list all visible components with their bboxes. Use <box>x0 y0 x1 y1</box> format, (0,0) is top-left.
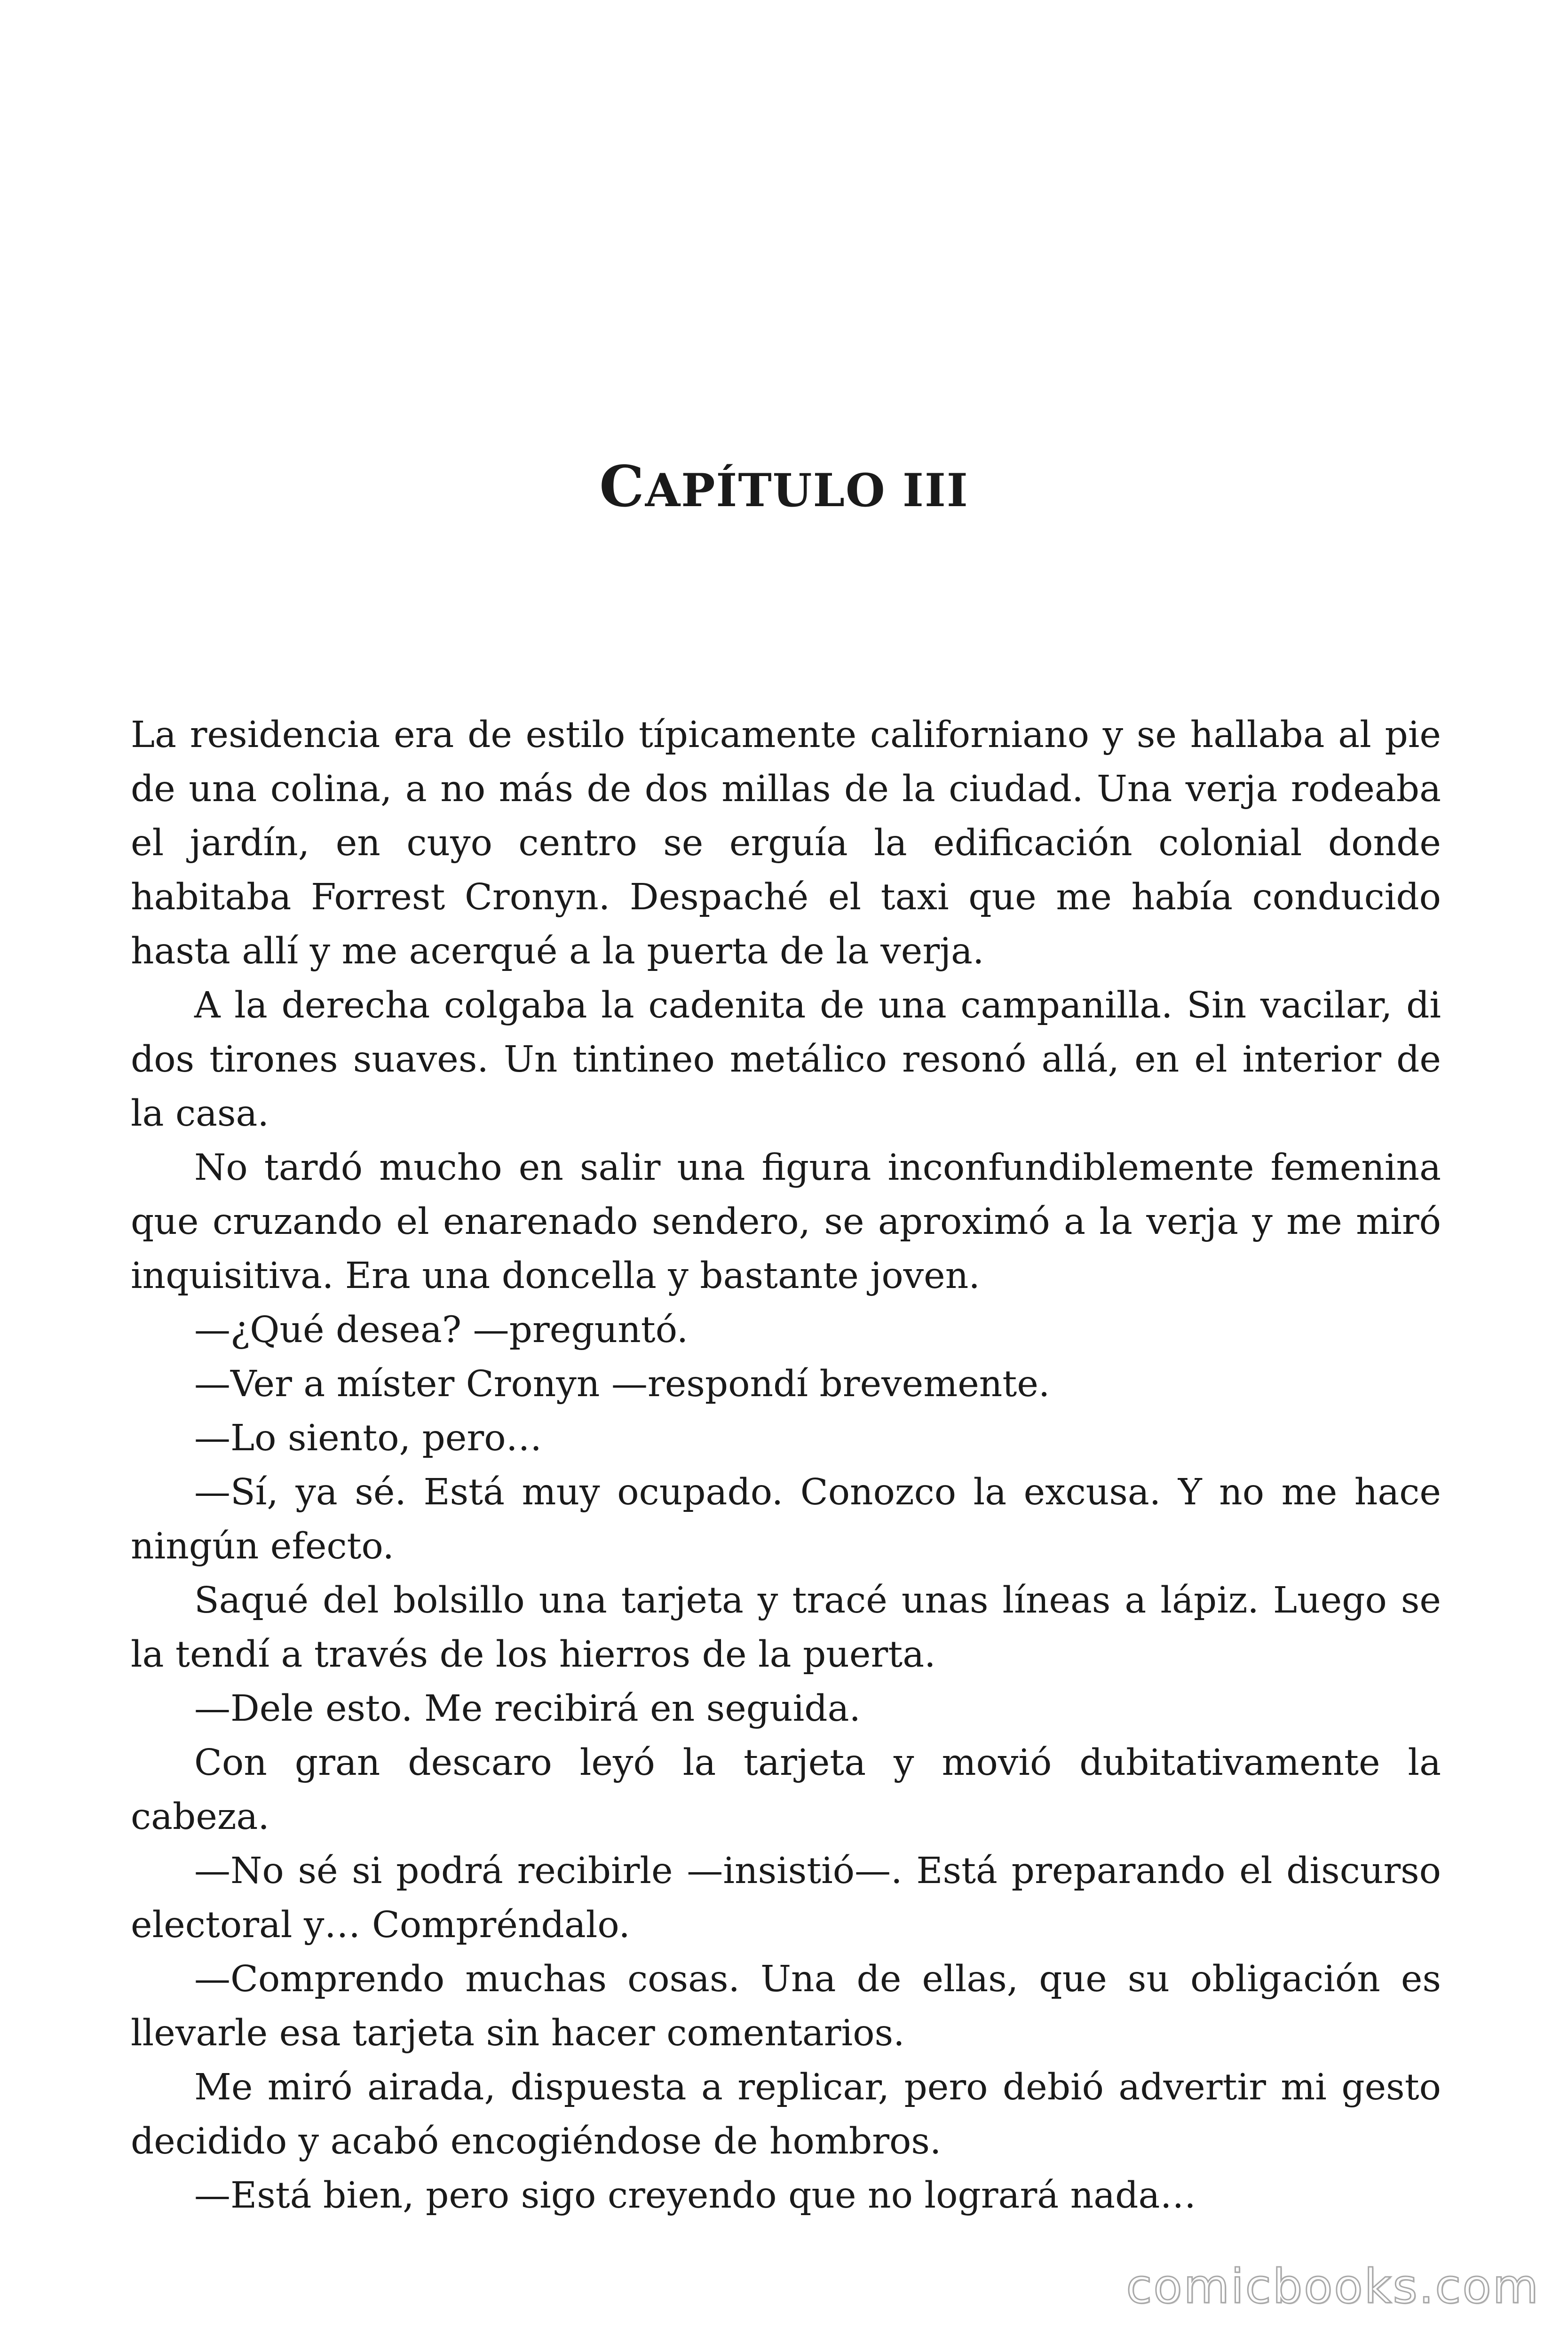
dialogue-line: —Sí, ya sé. Está muy ocupado. Conozco la excusa. Y no me hace ningún efecto. <box>131 1471 1441 1567</box>
paragraph: La residencia era de estilo típicamente californiano y se hallaba al pie de una colina, a no más de dos millas de la ciudad. Una verja rodeaba el jardín, en cuyo centro se erguía la edificación colonial donde habitaba Forrest Cronyn. Despaché el taxi que me había conducido hasta allí y me acerqué a la puerta de la verja. <box>131 714 1441 972</box>
chapter-title-rest: APÍTULO III <box>645 464 969 517</box>
dialogue-line: —Comprendo muchas cosas. Una de ellas, que su obligación es llevarle esa tarjeta sin hacer comentarios. <box>131 1958 1441 2054</box>
dialogue-line: —No sé si podrá recibirle —insistió—. Está preparando el discurso electoral y… Compréndalo. <box>131 1850 1441 1946</box>
dialogue-line: —Dele esto. Me recibirá en seguida. <box>194 1688 861 1730</box>
paragraph: Saqué del bolsillo una tarjeta y tracé unas líneas a lápiz. Luego se la tendí a través de los hierros de la puerta. <box>131 1580 1441 1676</box>
dialogue-line: —Ver a míster Cronyn —respondí brevemente. <box>194 1363 1050 1405</box>
dialogue-line: —¿Qué desea? —preguntó. <box>194 1309 689 1351</box>
paragraph: No tardó mucho en salir una figura inconfundiblemente femenina que cruzando el enarenado sendero, se aproximó a la verja y me miró inquisitiva. Era una doncella y bastante joven. <box>131 1147 1441 1297</box>
paragraph: Me miró airada, dispuesta a replicar, pero debió advertir mi gesto decidido y acabó encogiéndose de hombros. <box>131 2066 1441 2162</box>
site-watermark: comicbooks.com <box>1126 2259 1540 2314</box>
chapter-body <box>131 708 1441 2223</box>
chapter-title <box>0 452 1568 526</box>
paragraph: Con gran descaro leyó la tarjeta y movió dubitativamente la cabeza. <box>131 1742 1441 1838</box>
dialogue-line: —Está bien, pero sigo creyendo que no logrará nada… <box>194 2175 1196 2217</box>
paragraph: A la derecha colgaba la cadenita de una campanilla. Sin vacilar, di dos tirones suaves. Un tintineo metálico resonó allá, en el interior de la casa. <box>131 985 1441 1135</box>
chapter-title-initial: C <box>599 453 645 520</box>
dialogue-line: —Lo siento, pero… <box>194 1417 542 1459</box>
